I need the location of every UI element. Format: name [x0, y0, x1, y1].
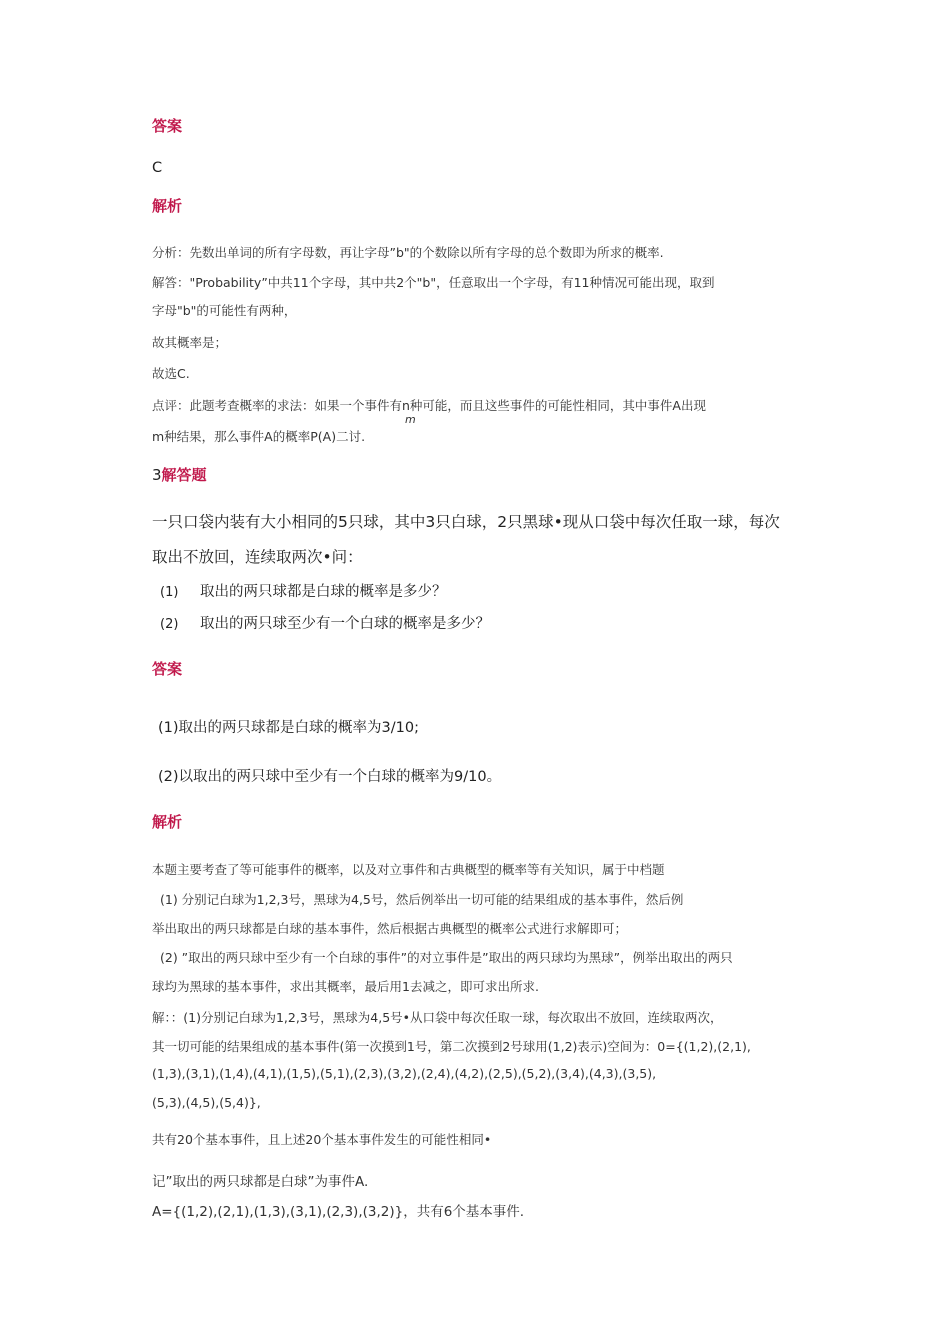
- answer-value: C: [152, 160, 163, 176]
- analysis-line: 球均为黑球的基本事件，求出其概率，最后用1去减之，即可求出所求.: [152, 979, 539, 994]
- solution-line: 字母"b"的可能性有两种，: [152, 303, 297, 318]
- analysis-line: 分析：先数出单词的所有字母数，再让字母”b"的个数除以所有字母的总个数即为所求的概率.: [152, 245, 664, 260]
- conclusion-line: 故其概率是；: [152, 335, 228, 350]
- analysis-line: 举出取出的两只球都是白球的基本事件，然后根据古典概型的概率公式进行求解即可；: [152, 921, 628, 936]
- choice-line: 故选C.: [152, 366, 190, 381]
- sub-question-number: (2): [160, 617, 179, 632]
- section-title: [152, 464, 207, 485]
- sub-question: [160, 580, 447, 601]
- answer-line: (2)以取出的两只球中至少有一个白球的概率为9/10。: [158, 769, 502, 785]
- sub-question: [160, 612, 490, 633]
- sub-question-text: 取出的两只球都是白球的概率是多少？: [200, 584, 447, 600]
- solution-line: 解答："Probability”中共11个字母，其中共2个"b"，任意取出一个字母，有11种情况可能出现，取到: [152, 275, 715, 290]
- solution-line: 共有20个基本事件，且上述20个基本事件发生的可能性相同•: [152, 1132, 492, 1147]
- solution-line: 解：：(1)分别记白球为1,2,3号，黑球为4,5号•从口袋中每次任取一球，每次取出不放回，连续取两次，: [152, 1010, 723, 1025]
- section-number: 3: [152, 466, 162, 484]
- analysis-heading: 解析: [152, 813, 183, 831]
- solution-line: A={(1,2),(2,1),(1,3),(3,1),(2,3),(3,2)}，共有6个基本事件.: [152, 1204, 525, 1220]
- solution-line: (5,3),(4,5),(5,4)},: [152, 1095, 261, 1110]
- solution-line: (1,3),(3,1),(1,4),(4,1),(1,5),(5,1),(2,3),(3,2),(2,4),(4,2),(2,5),(5,2),(3,4),(4,3),(3,5),: [152, 1066, 657, 1081]
- analysis-line: (2) ”取出的两只球中至少有一个白球的事件”的对立事件是”取出的两只球均为黑球”，例举出取出的两只: [160, 950, 733, 965]
- section-title-text: 解答题: [161, 466, 207, 484]
- fraction-numerator: m: [405, 413, 416, 426]
- sub-question-number: (1): [160, 585, 179, 600]
- answer-line: (1)取出的两只球都是白球的概率为3/10;: [158, 720, 419, 736]
- analysis-line: 本题主要考查了等可能事件的概率，以及对立事件和古典概型的概率等有关知识，属于中档题: [152, 862, 665, 877]
- question-text: 取出不放回，连续取两次•问：: [152, 548, 363, 566]
- answer-heading: 答案: [152, 660, 183, 678]
- sub-question-text: 取出的两只球至少有一个白球的概率是多少？: [200, 616, 490, 632]
- solution-line: 记”取出的两只球都是白球”为事件A.: [152, 1174, 369, 1190]
- analysis-heading: 解析: [152, 197, 183, 215]
- solution-line: 其一切可能的结果组成的基本事件(第一次摸到1号，第二次摸到2号球用(1,2)表示)空间为：0={(1,2),(2,1),: [152, 1039, 751, 1054]
- comment-line: 点评：此题考查概率的求法：如果一个事件有n种可能，而且这些事件的可能性相同，其中事件A出现: [152, 398, 706, 413]
- question-text: 一只口袋内装有大小相同的5只球，其中3只白球，2只黑球•现从口袋中每次任取一球，每次: [152, 513, 780, 531]
- comment-line: m种结果，那么事件A的概率P(A)二讨.: [152, 429, 366, 444]
- answer-heading: 答案: [152, 117, 183, 135]
- analysis-line: (1) 分别记白球为1,2,3号，黑球为4,5号，然后例举出一切可能的结果组成的基本事件，然后例: [160, 892, 684, 907]
